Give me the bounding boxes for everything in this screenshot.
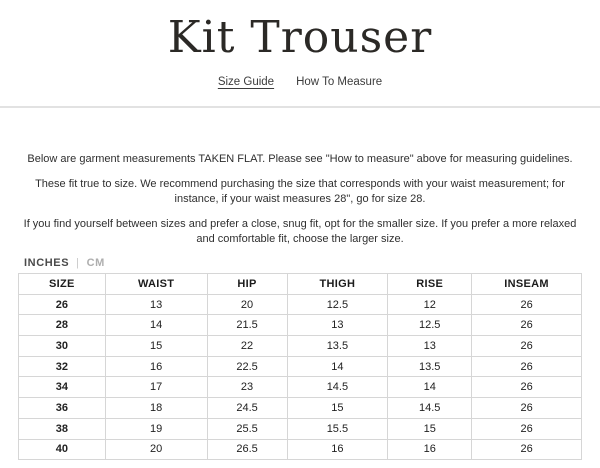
table-row [19,439,582,460]
table-row [19,294,582,315]
column-header-inseam: INSEAM [472,274,582,295]
header-divider [0,106,600,108]
measurement-cell: 16 [388,439,472,460]
unit-cm-button[interactable]: CM [86,257,105,269]
fit-notes [0,152,600,247]
measurement-cell: 12.5 [388,315,472,336]
measurement-cell: 21.5 [207,315,287,336]
column-header-rise: RISE [388,274,472,295]
header [0,0,600,68]
unit-inches-button[interactable]: INCHES [24,257,70,269]
measurement-cell: 20 [207,294,287,315]
measurement-cell: 16 [287,439,388,460]
measurement-cell: 18 [105,398,207,419]
size-cell: 32 [19,356,106,377]
note-taken-flat: Below are garment measurements TAKEN FLAT. Please see "How to measure" above for measuring guidelines. [27,153,573,165]
size-cell: 38 [19,418,106,439]
page-title: Kit Trouser [167,12,433,63]
measurement-cell: 14 [105,315,207,336]
measurement-cell: 17 [105,377,207,398]
table-row [19,377,582,398]
measurement-cell: 22 [207,336,287,357]
measurement-cell: 26 [472,356,582,377]
measurement-cell: 23 [207,377,287,398]
measurement-cell: 26 [472,418,582,439]
table-row [19,356,582,377]
measurement-cell: 13 [388,336,472,357]
table-header-row [19,274,582,295]
column-header-waist: WAIST [105,274,207,295]
measurement-cell: 19 [105,418,207,439]
unit-separator: | [76,257,80,269]
measurement-cell: 22.5 [207,356,287,377]
size-cell: 34 [19,377,106,398]
measurement-cell: 13 [105,294,207,315]
measurement-cell: 14.5 [287,377,388,398]
measurement-cell: 16 [105,356,207,377]
measurement-cell: 24.5 [207,398,287,419]
size-cell: 30 [19,336,106,357]
measurement-cell: 15 [388,418,472,439]
column-header-thigh: THIGH [287,274,388,295]
tab-size-guide[interactable]: Size Guide [217,76,275,88]
measurement-cell: 15 [287,398,388,419]
measurement-cell: 26 [472,377,582,398]
measurement-cell: 26 [472,294,582,315]
measurement-cell: 25.5 [207,418,287,439]
tab-bar [0,74,600,90]
size-cell: 26 [19,294,106,315]
measurement-cell: 15.5 [287,418,388,439]
measurement-cell: 14.5 [388,398,472,419]
measurement-cell: 13.5 [388,356,472,377]
measurement-cell: 13 [287,315,388,336]
note-true-to-size: These fit true to size. We recommend purchasing the size that corresponds with your waist measurement; for instance, if your waist measures 28", go for size 28. [35,178,565,205]
measurement-cell: 26 [472,398,582,419]
measurement-cell: 13.5 [287,336,388,357]
table-row [19,398,582,419]
note-between-sizes: If you find yourself between sizes and prefer a close, snug fit, opt for the smaller size. If you prefer a more relaxed and comfortable fit, choose the larger size. [23,218,577,245]
measurement-cell: 15 [105,336,207,357]
measurement-cell: 14 [388,377,472,398]
column-header-size: SIZE [19,274,106,295]
measurement-cell: 26.5 [207,439,287,460]
measurement-cell: 26 [472,439,582,460]
table-row [19,336,582,357]
measurement-cell: 20 [105,439,207,460]
measurement-cell: 14 [287,356,388,377]
size-cell: 36 [19,398,106,419]
size-table-body [19,294,582,460]
unit-toggle [24,257,600,269]
size-chart-table [18,273,582,460]
tab-how-to-measure[interactable]: How To Measure [296,76,383,88]
size-cell: 40 [19,439,106,460]
column-header-hip: HIP [207,274,287,295]
measurement-cell: 12 [388,294,472,315]
measurement-cell: 26 [472,336,582,357]
measurement-cell: 26 [472,315,582,336]
size-cell: 28 [19,315,106,336]
table-row [19,315,582,336]
table-row [19,418,582,439]
measurement-cell: 12.5 [287,294,388,315]
